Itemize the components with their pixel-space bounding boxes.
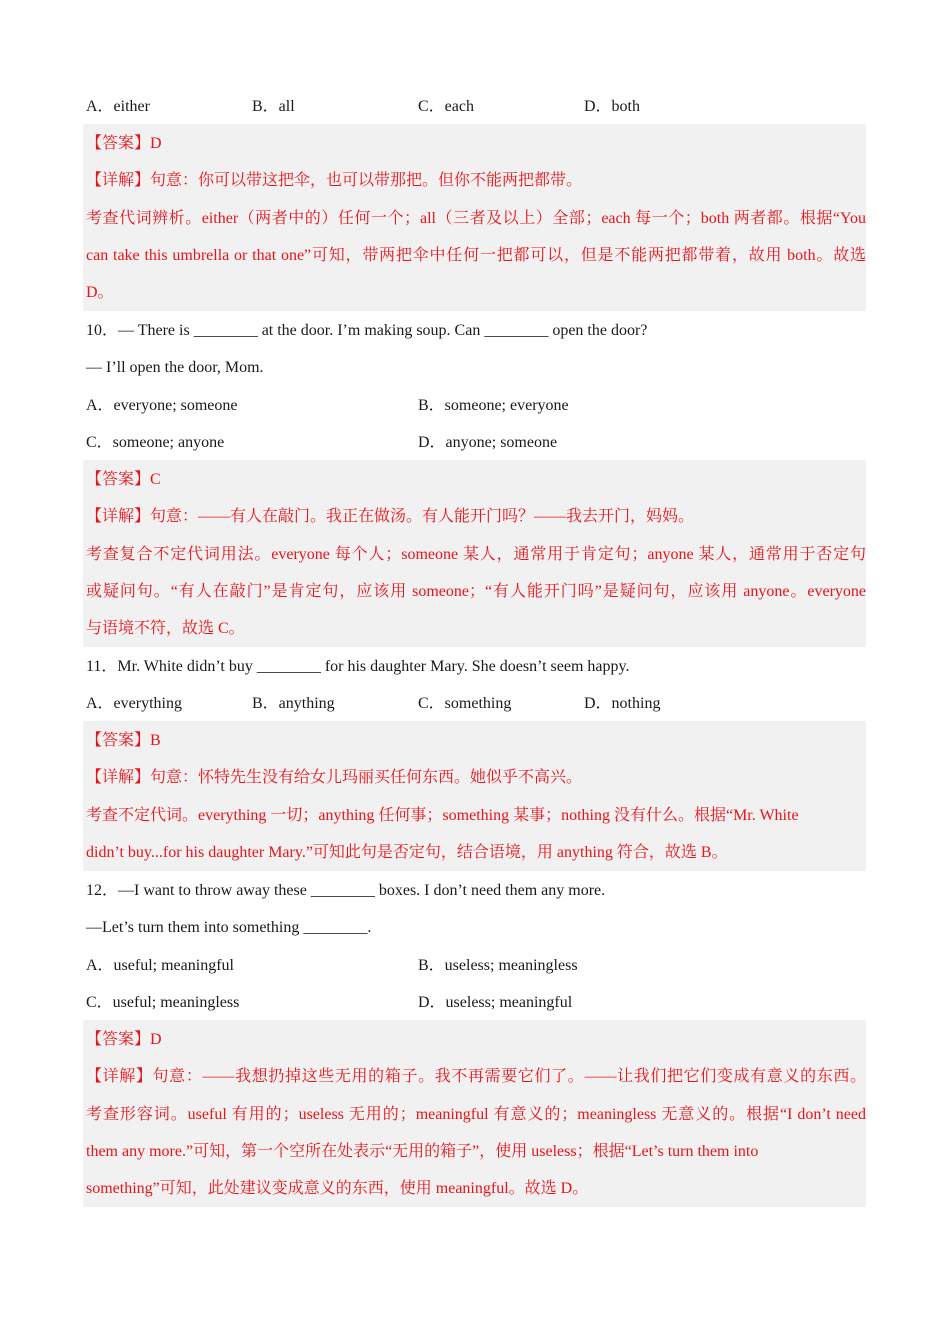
explanation-line: 考查复合不定代词用法。everyone 每个人；someone 某人，通常用于肯定句；anyone 某人，通常用于否定句 — [86, 546, 866, 563]
option-a: A．everyone; someone — [86, 397, 238, 414]
explanation-line: didn’t buy...for his daughter Mary.”可知此句是否定句，结合语境，用 anything 符合，故选 B。 — [86, 844, 728, 861]
explanation-line: can take this umbrella or that one”可知，带两把伞中任何一把都可以，但是不能两把都带着，故用 both。故选 — [86, 247, 866, 264]
explanation-line: D。 — [86, 284, 114, 301]
option-b: B．anything — [252, 695, 335, 712]
answer-label: 【答案】C — [86, 471, 161, 488]
option-a: A．useful; meaningful — [86, 957, 234, 974]
detail-translation: 【详解】句意：——我想扔掉这些无用的箱子。我不再需要它们了。——让我们把它们变成有意义的东西。 — [86, 1068, 866, 1085]
option-c: C．someone; anyone — [86, 434, 225, 451]
option-d: D．anyone; someone — [418, 434, 558, 451]
explanation-line: 考查不定代词。everything 一切；anything 任何事；something 某事；nothing 没有什么。根据“Mr. White — [86, 807, 799, 824]
detail-translation: 【详解】句意：——有人在敲门。我正在做汤。有人能开门吗？——我去开门，妈妈。 — [86, 508, 695, 525]
option-d: D．both — [584, 98, 641, 115]
answer-label: 【答案】B — [86, 732, 161, 749]
option-b: B．useless; meaningless — [418, 957, 578, 974]
option-a: A．either — [86, 98, 150, 115]
explanation-line: them any more.”可知，第一个空所在处表示“无用的箱子”，使用 useless；根据“Let’s turn them into — [86, 1143, 759, 1160]
question-10-reply: — I’ll open the door, Mom. — [86, 359, 264, 376]
option-d: D．useless; meaningful — [418, 994, 573, 1011]
detail-translation: 【详解】句意：怀特先生没有给女儿玛丽买任何东西。她似乎不高兴。 — [86, 769, 583, 786]
option-b: B．someone; everyone — [418, 397, 569, 414]
answer-label: 【答案】D — [86, 135, 162, 152]
explanation-line: 与语境不符，故选 C。 — [86, 620, 245, 637]
option-d: D．nothing — [584, 695, 661, 712]
option-b: B．all — [252, 98, 295, 115]
explanation-line: 或疑问句。“有人在敲门”是肯定句，应该用 someone；“有人能开门吗”是疑问句，应该用 anyone。everyone — [86, 583, 866, 600]
explanation-line: something”可知，此处建议变成意义的东西，使用 meaningful。故选 D。 — [86, 1180, 589, 1197]
explanation-line: 考查形容词。useful 有用的；useless 无用的；meaningful 有意义的；meaningless 无意义的。根据“I don’t need — [86, 1106, 866, 1123]
answer-label: 【答案】D — [86, 1031, 162, 1048]
question-10-stem: 10．— There is ________ at the door. I’m making soup. Can ________ open the door? — [86, 322, 648, 339]
option-c: C．useful; meaningless — [86, 994, 240, 1011]
explanation-line: 考查代词辨析。either（两者中的）任何一个；all（三者及以上）全部；each 每一个；both 两者都。根据“You — [86, 210, 866, 227]
detail-translation: 【详解】句意：你可以带这把伞，也可以带那把。但你不能两把都带。 — [86, 172, 583, 189]
option-a: A．everything — [86, 695, 182, 712]
question-11-stem: 11．Mr. White didn’t buy ________ for his daughter Mary. She doesn’t seem happy. — [86, 658, 630, 675]
option-c: C．something — [418, 695, 512, 712]
question-12-stem: 12．—I want to throw away these ________ boxes. I don’t need them any more. — [86, 882, 606, 899]
option-c: C．each — [418, 98, 474, 115]
question-12-reply: —Let’s turn them into something ________. — [86, 919, 372, 936]
